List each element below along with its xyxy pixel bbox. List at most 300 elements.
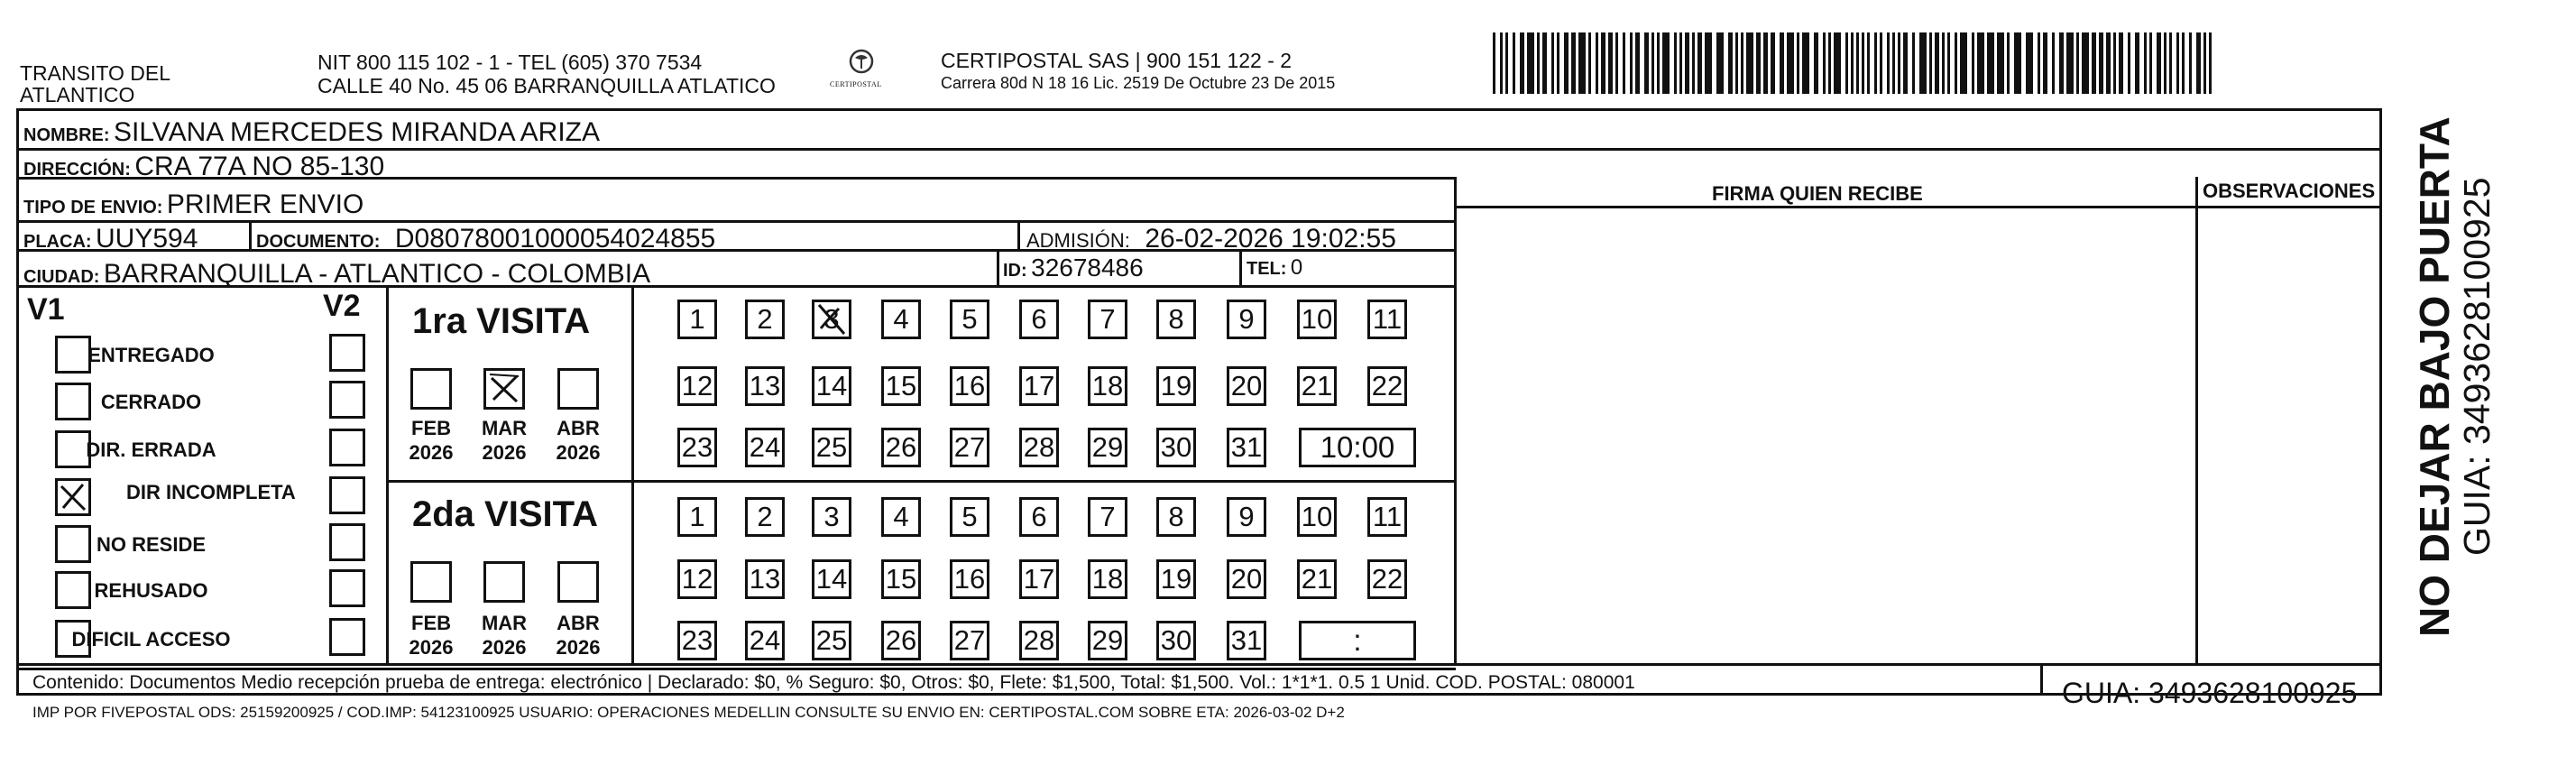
day-number: 3 <box>823 501 840 532</box>
day-number: 31 <box>1230 624 1263 656</box>
day-number: 24 <box>749 431 781 463</box>
header-cols-line <box>1454 206 2382 208</box>
barcode-bar <box>1972 32 1974 94</box>
barcode-bar <box>1828 32 1831 94</box>
month-checkbox[interactable] <box>410 561 452 603</box>
status-v2-checkbox[interactable] <box>329 429 365 466</box>
day-box[interactable] <box>677 366 717 406</box>
barcode-bar <box>2052 32 2055 94</box>
day-box[interactable] <box>1227 621 1266 660</box>
barcode-bar <box>1716 32 1724 94</box>
day-box[interactable] <box>677 428 717 467</box>
day-number: 8 <box>1168 303 1184 335</box>
check-mark-icon <box>58 481 88 513</box>
barcode-bar <box>1802 32 1809 94</box>
day-box[interactable] <box>1088 428 1127 467</box>
day-number: 21 <box>1301 563 1333 595</box>
ciudad-label: CIUDAD: <box>23 267 100 287</box>
day-box[interactable] <box>950 559 989 599</box>
barcode-bar <box>1571 32 1576 94</box>
barcode-bar <box>2189 32 2192 94</box>
day-number: 17 <box>1023 370 1055 401</box>
visit-days-sep <box>631 285 634 665</box>
placa-value: UUY594 <box>96 224 198 254</box>
day-box[interactable] <box>1019 428 1059 467</box>
month-name: MAR <box>481 612 528 634</box>
barcode-bar <box>2066 32 2074 94</box>
day-number: 21 <box>1301 370 1333 401</box>
barcode-bar <box>1692 32 1695 94</box>
month-name: MAR <box>481 417 528 439</box>
barcode-bar <box>1867 32 1870 94</box>
day-number: 5 <box>961 303 978 335</box>
barcode <box>1493 32 2214 96</box>
month-checkbox[interactable] <box>483 561 525 603</box>
barcode-bar <box>1797 32 1799 94</box>
status-v1-checkbox[interactable] <box>55 478 91 516</box>
row-line-6 <box>16 668 1456 670</box>
day-box[interactable] <box>950 621 989 660</box>
day-box[interactable] <box>1156 428 1196 467</box>
day-number: 11 <box>1372 303 1403 335</box>
tipo-envio-label: TIPO DE ENVIO: <box>23 198 163 217</box>
day-box[interactable] <box>1367 366 1407 406</box>
day-box[interactable] <box>1227 300 1266 339</box>
barcode-bar <box>2026 32 2033 94</box>
barcode-bar <box>1741 32 1743 94</box>
barcode-bar <box>2038 32 2040 94</box>
row-line-1 <box>16 148 2382 151</box>
frame-top <box>16 108 2382 111</box>
documento-label: DOCUMENTO: <box>256 232 381 252</box>
day-box[interactable] <box>1227 497 1266 537</box>
v1-label: V1 <box>27 292 65 327</box>
barcode-bar <box>1834 32 1841 94</box>
day-number: 22 <box>1371 563 1403 595</box>
month-checkbox[interactable] <box>557 561 599 603</box>
day-box[interactable] <box>745 559 785 599</box>
id-value: 32678486 <box>1031 254 1144 281</box>
day-box[interactable] <box>950 497 989 537</box>
day-number: 17 <box>1023 563 1055 595</box>
admision-value: 26-02-2026 19:02:55 <box>1145 224 1396 254</box>
day-number: 3 <box>823 303 840 335</box>
barcode-bar <box>1551 32 1554 94</box>
status-visit-sep <box>386 285 389 665</box>
day-box[interactable] <box>950 428 989 467</box>
day-number: 27 <box>953 431 986 463</box>
month-year: 2026 <box>409 441 454 464</box>
barcode-bar <box>2203 32 2206 94</box>
day-box[interactable] <box>1088 300 1127 339</box>
barcode-bar <box>1845 32 1848 94</box>
certipostal-logo-icon <box>830 49 893 99</box>
day-number: 24 <box>749 624 781 656</box>
day-box[interactable] <box>881 300 921 339</box>
month-year: 2026 <box>556 636 601 659</box>
day-number: 1 <box>689 501 705 532</box>
status-label: DIR INCOMPLETA <box>126 481 296 503</box>
barcode-bar <box>1887 32 1890 94</box>
id-tel-sep <box>1239 249 1242 287</box>
day-box[interactable] <box>745 300 785 339</box>
barcode-bar <box>1513 32 1515 94</box>
issuer-address: CALLE 40 No. 45 06 BARRANQUILLA ATLATICO <box>317 74 776 97</box>
barcode-bar <box>1623 32 1625 94</box>
side-guia: GUIA: 3493628100925 <box>2456 177 2498 556</box>
barcode-bar <box>1564 32 1569 94</box>
day-box[interactable] <box>745 621 785 660</box>
barcode-bar <box>2059 32 2064 94</box>
day-number: 2 <box>757 303 773 335</box>
day-number: 15 <box>885 370 917 401</box>
day-box[interactable] <box>1156 366 1196 406</box>
day-box[interactable] <box>745 428 785 467</box>
status-v2-checkbox[interactable] <box>329 381 365 419</box>
day-box[interactable] <box>1227 428 1266 467</box>
day-number: 7 <box>1099 303 1116 335</box>
barcode-bar <box>1787 32 1794 94</box>
barcode-bar <box>1588 32 1591 94</box>
day-box[interactable] <box>745 366 785 406</box>
cross-mark-icon <box>486 371 522 407</box>
company-line: CERTIPOSTAL SAS | 900 151 122 - 2 <box>941 49 1293 72</box>
time-box[interactable] <box>1299 621 1416 660</box>
barcode-bar <box>2043 32 2047 94</box>
barcode-bar <box>2082 32 2089 94</box>
day-number: 9 <box>1238 501 1255 532</box>
day-box[interactable] <box>1088 497 1127 537</box>
issuer-name-line1: TRANSITO DEL <box>20 61 170 85</box>
barcode-bar <box>1977 32 1984 94</box>
firma-left-line <box>1454 177 1457 665</box>
frame-bottom <box>16 693 2382 696</box>
footer-imp: IMP POR FIVEPOSTAL ODS: 25159200925 / COD.IMP: 54123100925 USUARIO: OPERACIONES MEDELLIN CONSULTE SU ENVIO EN: CERTIPOSTAL.COM SOBRE ETA: 2026-03-02 D+2 <box>32 704 1345 721</box>
nombre-label: NOMBRE: <box>23 125 110 145</box>
obs-left-line <box>2195 177 2198 665</box>
barcode-bar <box>2209 32 2212 94</box>
day-box[interactable] <box>950 366 989 406</box>
issuer-name-line2: ATLANTICO <box>20 83 135 106</box>
barcode-bar <box>1500 32 1503 94</box>
day-number: 19 <box>1160 370 1192 401</box>
day-number: 25 <box>815 624 848 656</box>
barcode-bar <box>1874 32 1877 94</box>
barcode-bar <box>1542 32 1547 94</box>
barcode-bar <box>1903 32 1908 94</box>
day-number: 7 <box>1099 501 1116 532</box>
day-number: 14 <box>815 370 848 401</box>
day-box[interactable] <box>1156 621 1196 660</box>
ciudad-row <box>23 261 650 288</box>
barcode-bar <box>1601 32 1605 94</box>
barcode-bar <box>1651 32 1654 94</box>
day-number: 4 <box>893 501 909 532</box>
barcode-bar <box>1987 32 1994 94</box>
day-number: 10 <box>1301 303 1333 335</box>
day-number: 16 <box>953 563 986 595</box>
day-box[interactable] <box>1367 300 1407 339</box>
day-box[interactable] <box>1227 559 1266 599</box>
barcode-bar <box>1697 32 1702 94</box>
day-box[interactable] <box>812 497 851 537</box>
day-box[interactable] <box>677 559 717 599</box>
day-number: 10 <box>1301 501 1333 532</box>
barcode-bar <box>1862 32 1864 94</box>
guia-box-sep <box>2040 663 2043 696</box>
day-number: 16 <box>953 370 986 401</box>
frame-right <box>2379 108 2382 696</box>
barcode-bar <box>2149 32 2152 94</box>
day-box[interactable] <box>1019 300 1059 339</box>
barcode-bar <box>2196 32 2201 94</box>
barcode-bar <box>1814 32 1818 94</box>
barcode-bar <box>1657 32 1660 94</box>
barcode-bar <box>1756 32 1761 94</box>
day-box[interactable] <box>1367 559 1407 599</box>
barcode-bar <box>1851 32 1854 94</box>
barcode-bar <box>1705 32 1712 94</box>
barcode-bar <box>2164 32 2167 94</box>
barcode-bar <box>2157 32 2161 94</box>
day-number: 8 <box>1168 501 1184 532</box>
month-name: FEB <box>411 417 451 439</box>
barcode-bar <box>2007 32 2010 94</box>
barcode-bar <box>1505 32 1508 94</box>
barcode-bar <box>1919 32 1927 94</box>
documento-row <box>256 226 715 253</box>
logo-caption: CERTIPOSTAL <box>830 80 882 88</box>
certipostal-logo <box>830 49 893 99</box>
cross-mark-icon <box>812 300 851 339</box>
barcode-bar <box>2169 32 2172 94</box>
time-value: 10:00 <box>1320 430 1395 464</box>
day-number: 27 <box>953 624 986 656</box>
barcode-bar <box>1947 32 1950 94</box>
day-number: 20 <box>1230 370 1263 401</box>
direccion-row <box>23 153 384 180</box>
day-box[interactable] <box>881 559 921 599</box>
visit1-title: 1ra VISITA <box>412 301 591 341</box>
day-number: 22 <box>1371 370 1403 401</box>
admision-label: ADMISIÓN: <box>1026 229 1130 252</box>
barcode-bar <box>1912 32 1915 94</box>
day-box[interactable] <box>1019 497 1059 537</box>
ciudad-id-sep <box>997 249 999 287</box>
day-box[interactable] <box>812 366 851 406</box>
day-number: 29 <box>1091 624 1124 656</box>
day-box[interactable] <box>1367 497 1407 537</box>
day-number: 19 <box>1160 563 1192 595</box>
month-year: 2026 <box>409 636 454 659</box>
issuer-nit: NIT 800 115 102 - 1 - TEL (605) 370 7534 <box>317 51 703 74</box>
day-box[interactable] <box>812 559 851 599</box>
barcode-bar <box>1630 32 1633 94</box>
month-checkbox[interactable] <box>557 368 599 410</box>
day-box[interactable] <box>1019 559 1059 599</box>
day-box[interactable] <box>1156 497 1196 537</box>
day-box[interactable] <box>1156 300 1196 339</box>
day-number: 11 <box>1372 501 1403 532</box>
day-number: 5 <box>961 501 978 532</box>
day-box[interactable] <box>812 300 851 339</box>
month-year: 2026 <box>556 441 601 464</box>
placa-label: PLACA: <box>23 232 92 252</box>
barcode-bar <box>1520 32 1524 94</box>
barcode-bar <box>1880 32 1882 94</box>
direccion-label: DIRECCIÓN: <box>23 160 131 180</box>
day-number: 2 <box>757 501 773 532</box>
tel-row <box>1247 257 1302 279</box>
day-box[interactable] <box>881 621 921 660</box>
status-label: CERRADO <box>100 391 202 413</box>
day-box[interactable] <box>1297 559 1337 599</box>
day-box[interactable] <box>1088 621 1127 660</box>
day-number: 4 <box>893 303 909 335</box>
barcode-bar <box>1674 32 1677 94</box>
month-name: FEB <box>411 612 451 634</box>
status-v2-checkbox[interactable] <box>329 334 365 372</box>
id-label: ID: <box>1003 261 1027 281</box>
id-row <box>1003 255 1144 281</box>
barcode-bar <box>1735 32 1738 94</box>
barcode-bar <box>1898 32 1900 94</box>
barcode-bar <box>1856 32 1859 94</box>
status-v2-checkbox[interactable] <box>329 569 365 607</box>
day-box[interactable] <box>1227 366 1266 406</box>
day-number: 30 <box>1160 624 1192 656</box>
ciudad-value: BARRANQUILLA - ATLANTICO - COLOMBIA <box>103 259 651 289</box>
day-number: 20 <box>1230 563 1263 595</box>
barcode-bar <box>1780 32 1784 94</box>
barcode-bar <box>2135 32 2139 94</box>
day-number: 14 <box>815 563 848 595</box>
barcode-bar <box>1771 32 1775 94</box>
barcode-bar <box>2076 32 2079 94</box>
barcode-bar <box>1679 32 1682 94</box>
barcode-bar <box>2144 32 2147 94</box>
status-label: DIFICIL ACCESO <box>71 628 231 650</box>
barcode-bar <box>1955 32 1957 94</box>
barcode-bar <box>1685 32 1689 94</box>
day-number: 12 <box>681 370 713 401</box>
placa-doc-sep <box>249 220 252 251</box>
day-box[interactable] <box>1297 300 1337 339</box>
barcode-bar <box>1608 32 1613 94</box>
barcode-bar <box>1746 32 1753 94</box>
footer-guia: GUIA: 3493628100925 <box>2062 677 2358 709</box>
row-line-3 <box>16 220 1456 223</box>
documento-value: D08078001000054024855 <box>394 224 716 254</box>
barcode-bar <box>1892 32 1895 94</box>
day-box[interactable] <box>881 497 921 537</box>
status-v2-checkbox[interactable] <box>329 618 365 656</box>
time-box[interactable] <box>1299 428 1416 467</box>
barcode-bar <box>2128 32 2130 94</box>
day-number: 26 <box>885 431 917 463</box>
barcode-bar <box>1537 32 1540 94</box>
status-label: REHUSADO <box>94 579 208 602</box>
license-line: Carrera 80d N 18 16 Lic. 2519 De Octubre 23 De 2015 <box>941 74 1336 92</box>
day-box[interactable] <box>1019 366 1059 406</box>
nombre-value: SILVANA MERCEDES MIRANDA ARIZA <box>114 117 601 147</box>
day-box[interactable] <box>677 621 717 660</box>
v2-label: V2 <box>323 289 361 323</box>
barcode-bar <box>1557 32 1559 94</box>
day-number: 18 <box>1091 563 1124 595</box>
day-box[interactable] <box>1088 366 1127 406</box>
day-number: 15 <box>885 563 917 595</box>
barcode-bar <box>1728 32 1733 94</box>
barcode-bar <box>1578 32 1586 94</box>
doc-admision-sep <box>1017 220 1020 251</box>
tel-label: TEL: <box>1247 259 1287 279</box>
barcode-bar <box>1527 32 1534 94</box>
visit-divider <box>386 480 1457 483</box>
day-box[interactable] <box>1088 559 1127 599</box>
firma-header: FIRMA QUIEN RECIBE <box>1712 182 1923 205</box>
day-number: 31 <box>1230 431 1263 463</box>
day-box[interactable] <box>1297 497 1337 537</box>
day-box[interactable] <box>812 621 851 660</box>
day-box[interactable] <box>1156 559 1196 599</box>
day-box[interactable] <box>1019 621 1059 660</box>
month-year: 2026 <box>482 636 527 659</box>
barcode-bar <box>2182 32 2185 94</box>
day-number: 26 <box>885 624 917 656</box>
day-number: 28 <box>1023 624 1055 656</box>
day-number: 30 <box>1160 431 1192 463</box>
tipo-envio-value: PRIMER ENVIO <box>166 189 364 219</box>
barcode-bar <box>1960 32 1967 94</box>
day-box[interactable] <box>677 300 717 339</box>
barcode-bar <box>1635 32 1640 94</box>
status-label: DIR. ERRADA <box>86 438 216 461</box>
month-checkbox[interactable] <box>410 368 452 410</box>
status-v2-checkbox[interactable] <box>329 476 365 514</box>
day-number: 28 <box>1023 431 1055 463</box>
day-number: 12 <box>681 563 713 595</box>
day-number: 25 <box>815 431 848 463</box>
day-box[interactable] <box>812 428 851 467</box>
day-number: 29 <box>1091 431 1124 463</box>
day-box[interactable] <box>745 497 785 537</box>
barcode-bar <box>1929 32 1932 94</box>
day-box[interactable] <box>677 497 717 537</box>
status-label: NO RESIDE <box>96 533 207 556</box>
tipo-envio-row <box>23 191 363 218</box>
day-box[interactable] <box>950 300 989 339</box>
barcode-bar <box>1615 32 1618 94</box>
month-checkbox[interactable] <box>483 368 525 410</box>
barcode-bar <box>2113 32 2116 94</box>
barcode-bar <box>1997 32 2004 94</box>
barcode-bar <box>2176 32 2179 94</box>
day-number: 9 <box>1238 303 1255 335</box>
nombre-row <box>23 119 600 146</box>
barcode-bar <box>1763 32 1768 94</box>
barcode-bar <box>1935 32 1939 94</box>
status-v2-checkbox[interactable] <box>329 523 365 561</box>
day-number: 1 <box>689 303 705 335</box>
day-box[interactable] <box>1297 366 1337 406</box>
day-box[interactable] <box>881 428 921 467</box>
footer-line <box>16 663 2382 666</box>
barcode-bar <box>2119 32 2123 94</box>
day-box[interactable] <box>881 366 921 406</box>
barcode-bar <box>2092 32 2096 94</box>
time-value: : <box>1353 623 1362 657</box>
